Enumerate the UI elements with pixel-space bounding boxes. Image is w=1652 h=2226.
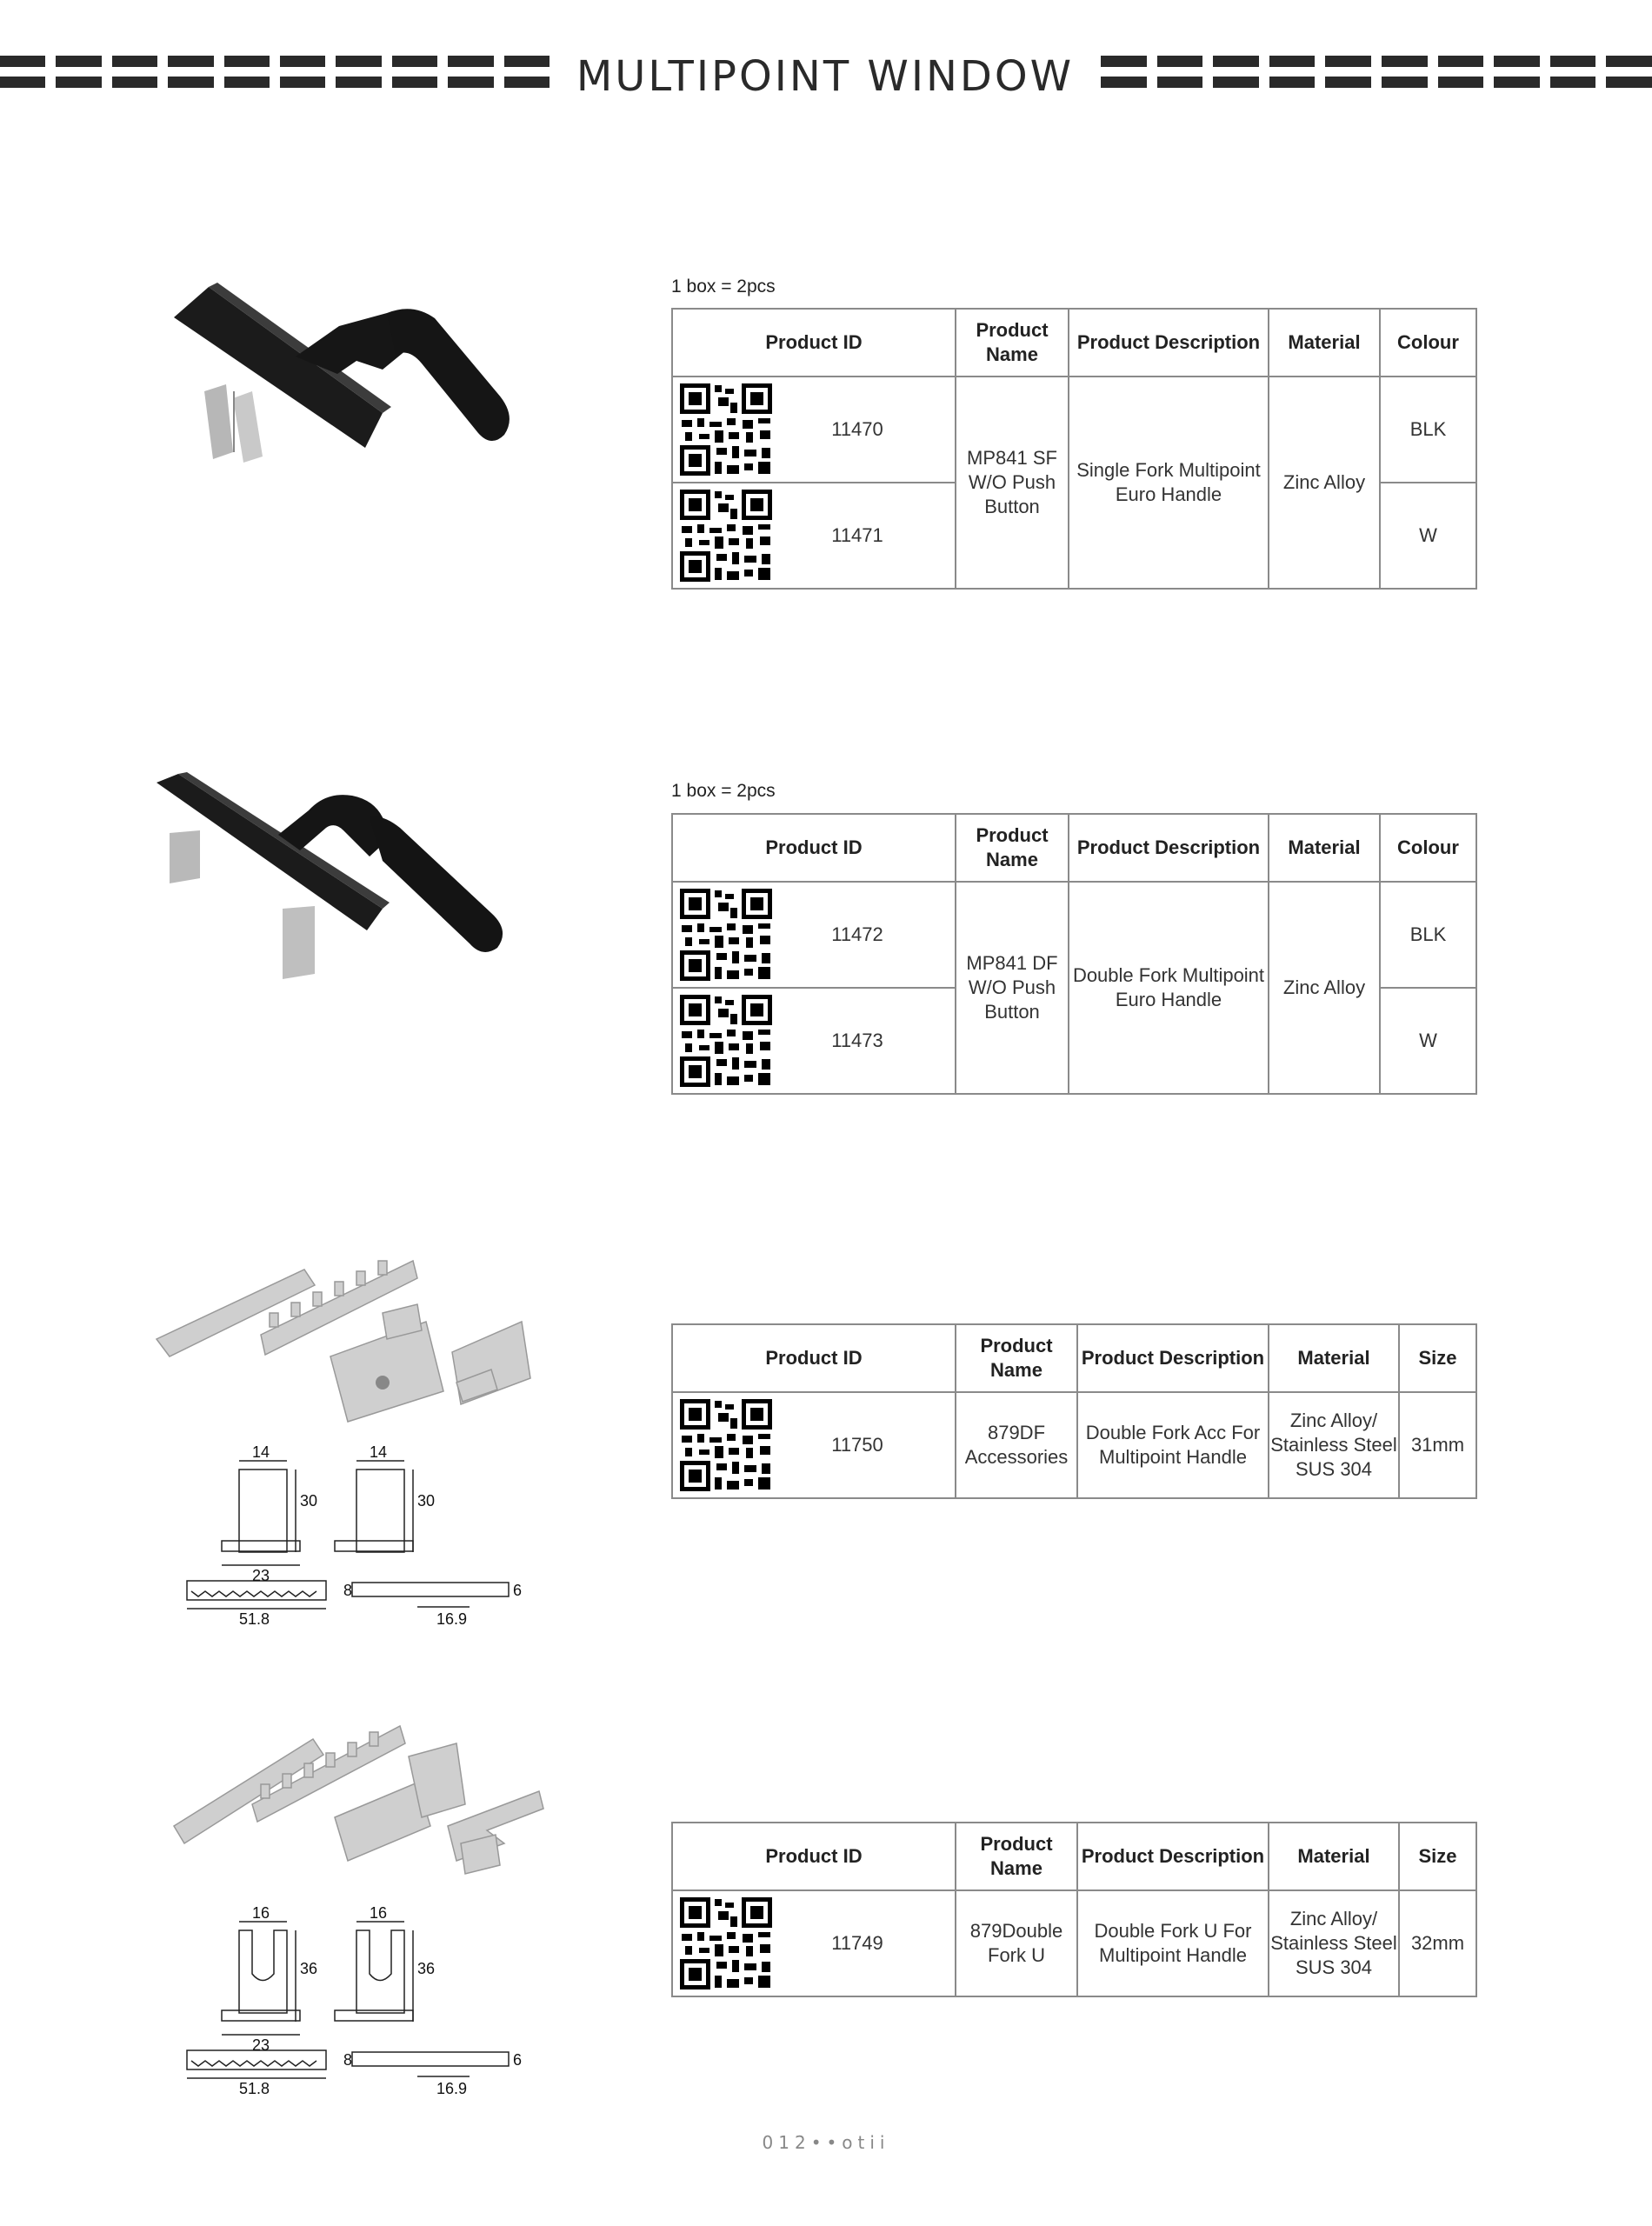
dim-pitch: 16.9 [436,1610,468,1628]
dim-width-1: 16 [252,1904,270,1922]
product-name: 879Double Fork U [956,1890,1077,1996]
qr-code-icon[interactable] [680,383,772,476]
handle-single-fork-image [122,261,609,626]
header-product-description: Product Description [1077,1823,1269,1890]
product-colour: BLK [1380,377,1476,483]
product-size: 31mm [1399,1392,1476,1498]
product-table [671,308,1477,590]
product-id-cell [672,377,956,483]
header-colour: Colour [1380,814,1476,882]
dim-width-1: 14 [252,1443,270,1461]
product-id-cell [672,1890,956,1996]
qr-code-icon[interactable] [680,1897,772,1989]
dim-thickness: 8 [343,2051,353,2069]
product-id-cell [672,988,956,1094]
dim-thickness-2: 6 [513,2051,523,2069]
header-product-name: Product Name [956,1823,1077,1890]
product-id-cell [672,483,956,589]
product-name: MP841 DF W/O Push Button [956,882,1069,1094]
header-product-id: Product ID [672,309,956,377]
handle-double-fork-image [122,756,609,1026]
dim-height-1: 30 [300,1492,318,1510]
dim-base: 23 [252,1567,270,1584]
product-id: 11473 [831,1030,883,1051]
product-size: 32mm [1399,1890,1476,1996]
header-product-name: Product Name [956,814,1069,882]
header-material: Material [1269,1823,1399,1890]
header-material: Material [1269,309,1380,377]
dim-thickness: 8 [343,1582,353,1599]
dim-width-2: 14 [370,1443,388,1461]
header-product-description: Product Description [1069,814,1269,882]
header-product-description: Product Description [1069,309,1269,377]
qr-code-icon[interactable] [680,490,772,582]
header-product-name: Product Name [956,1324,1077,1392]
product-id: 11471 [831,524,883,546]
dim-length: 51.8 [239,1610,270,1628]
page-title: MULTIPOINT WINDOW [576,52,1075,101]
qr-code-icon[interactable] [680,995,772,1087]
product-table [671,1822,1477,1997]
product-description: Double Fork U For Multipoint Handle [1077,1890,1269,1996]
product-material: Zinc Alloy [1269,882,1380,1094]
page-header [0,50,1652,103]
product-table [671,1323,1477,1499]
product-material: Zinc Alloy/ Stainless Steel SUS 304 [1269,1392,1399,1498]
header-material: Material [1269,814,1380,882]
dim-length: 51.8 [239,2080,270,2097]
qr-code-icon[interactable] [680,1399,772,1491]
header-material: Material [1269,1324,1399,1392]
header-size: Size [1399,1823,1476,1890]
dim-pitch: 16.9 [436,2080,468,2097]
header-product-name: Product Name [956,309,1069,377]
product-name: MP841 SF W/O Push Button [956,377,1069,589]
product-description: Double Fork Acc For Multipoint Handle [1077,1392,1269,1498]
accessories-image [122,1252,609,1635]
header-size: Size [1399,1324,1476,1392]
box-note: 1 box = 2pcs [671,277,776,297]
product-material: Zinc Alloy [1269,377,1380,589]
dim-height-2: 30 [417,1492,436,1510]
product-name: 879DF Accessories [956,1392,1077,1498]
fork-u-accessories-image [122,1722,609,2104]
header-colour: Colour [1380,309,1476,377]
qr-code-icon[interactable] [680,889,772,981]
product-description: Double Fork Multipoint Euro Handle [1069,882,1269,1094]
dim-base: 23 [252,2036,270,2054]
product-id: 11472 [831,923,883,945]
page-footer: 012••otii [762,2132,890,2153]
dim-height-1: 36 [300,1960,318,1977]
product-id: 11470 [831,418,883,440]
header-product-id: Product ID [672,1324,956,1392]
product-id-cell [672,1392,956,1498]
header-product-id: Product ID [672,1823,956,1890]
product-colour: W [1380,483,1476,589]
header-stripes-right [1101,56,1652,96]
header-product-description: Product Description [1077,1324,1269,1392]
product-description: Single Fork Multipoint Euro Handle [1069,377,1269,589]
product-id: 11749 [831,1932,883,1954]
product-colour: W [1380,988,1476,1094]
header-stripes-left [0,56,550,96]
product-id-cell [672,882,956,988]
dim-width-2: 16 [370,1904,388,1922]
dim-thickness-2: 6 [513,1582,523,1599]
header-product-id: Product ID [672,814,956,882]
product-colour: BLK [1380,882,1476,988]
dim-height-2: 36 [417,1960,436,1977]
product-id: 11750 [831,1434,883,1456]
product-material: Zinc Alloy/ Stainless Steel SUS 304 [1269,1890,1399,1996]
box-note: 1 box = 2pcs [671,781,776,801]
product-table [671,813,1477,1095]
